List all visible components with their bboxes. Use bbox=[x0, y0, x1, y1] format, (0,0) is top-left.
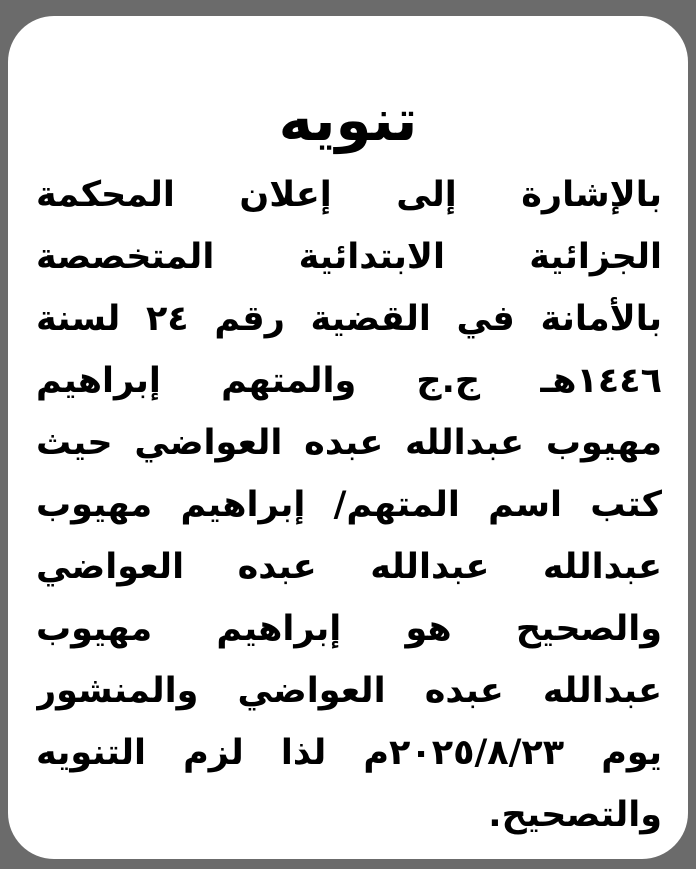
notice-line: يوم ٢٠٢٥/٨/٢٣م لذا لزم التنويه bbox=[36, 733, 662, 773]
notice-line: بالإشارة إلى إعلان المحكمة bbox=[36, 175, 662, 215]
notice-line: كتب اسم المتهم/ إبراهيم مهيوب bbox=[36, 485, 662, 525]
notice-title: تنويه bbox=[278, 86, 418, 154]
notice-line: عبدالله عبدالله عبده العواضي bbox=[36, 547, 662, 587]
notice-body bbox=[36, 164, 662, 846]
notice-line: والصحيح هو إبراهيم مهيوب bbox=[36, 609, 662, 649]
notice-line: الجزائية الابتدائية المتخصصة bbox=[36, 237, 662, 277]
notice-line: مهيوب عبدالله عبده العواضي حيث bbox=[36, 423, 662, 463]
notice-line: ١٤٤٦هـ ج.ج والمتهم إبراهيم bbox=[36, 361, 662, 401]
notice-line: بالأمانة في القضية رقم ٢٤ لسنة bbox=[36, 299, 662, 339]
notice-card bbox=[8, 16, 688, 859]
notice-line: عبدالله عبده العواضي والمنشور bbox=[36, 671, 662, 711]
notice-line: والتصحيح. bbox=[488, 795, 662, 835]
